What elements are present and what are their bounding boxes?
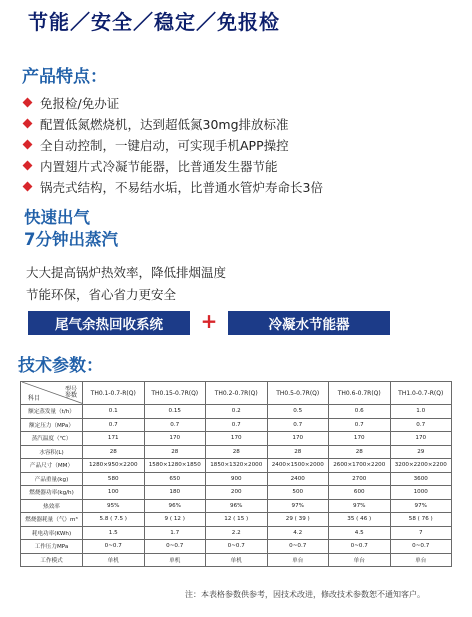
table-cell: 9 ( 12 ) [144,513,206,527]
table-cell: 0.7 [390,418,452,432]
table-row [21,486,452,500]
corner-model-label: 型号 [64,386,77,393]
table-cell: 28 [206,445,268,459]
exhaust-heat-recovery-pill: 尾气余热回收系统 [28,311,190,335]
row-label: 产品尺寸（MM） [21,459,83,473]
row-label: 额定压力（MPa） [21,418,83,432]
top-banner [0,0,472,40]
feature-text: 免报检/免办证 [40,95,120,111]
model-header: TH0.15-0.7R(Q) [144,382,206,405]
table-cell: 0~0.7 [83,540,145,554]
table-cell: 28 [144,445,206,459]
row-label: 蒸汽温度（℃） [21,432,83,446]
table-cell: 0.15 [144,405,206,419]
table-cell: 单机 [83,553,145,567]
table-cell: 900 [206,472,268,486]
table-cell: 4.5 [329,526,391,540]
table-cell: 1000 [390,486,452,500]
table-row [21,553,452,567]
table-cell: 0.1 [83,405,145,419]
table-cell: 170 [390,432,452,446]
model-header: TH0.6-0.7R(Q) [329,382,391,405]
footnote: 注：本表格参数供参考，因技术改进，修改技术参数恕不通知客户。 [185,590,425,599]
banner-title: 节能／安全／稳定／免报检 [28,9,280,34]
table-cell: 1850×1320×2000 [206,459,268,473]
table-cell: 单机 [206,553,268,567]
row-label: 燃烧器耗量（气）m³ [21,513,83,527]
table-cell: 0~0.7 [267,540,329,554]
table-cell: 0.7 [83,418,145,432]
fast-line-1: 快速出气 [24,208,90,227]
plus-sign: + [200,309,218,333]
table-cell: 600 [329,486,391,500]
table-cell: 12 ( 15 ) [206,513,268,527]
table-cell: 2400 [267,472,329,486]
table-cell: 2400×1500×2000 [267,459,329,473]
fast-line-2: 7分钟出蒸汽 [24,230,118,249]
table-cell: 0.7 [144,418,206,432]
row-label: 工作压力MPa [21,540,83,554]
table-row [21,513,452,527]
corner-param-label: 参数 [64,392,77,399]
row-label: 额定蒸发量（t/h） [21,405,83,419]
model-header: TH0.5-0.7R(Q) [267,382,329,405]
table-cell: 2600×1700×2200 [329,459,391,473]
feature-item [24,155,464,176]
feature-text: 内置翅片式冷凝节能器，比普通发生器节能 [40,158,278,174]
row-label: 工作模式 [21,553,83,567]
table-cell: 28 [329,445,391,459]
table-cell: 96% [144,499,206,513]
table-cell: 170 [206,432,268,446]
table-cell: 0.6 [329,405,391,419]
features-title: 产品特点： [22,67,107,87]
table-cell: 29 [390,445,452,459]
corner-item-label: 科目 [28,395,41,402]
table-cell: 2.2 [206,526,268,540]
spec-header-row [21,382,452,405]
table-cell: 单机 [144,553,206,567]
table-cell: 171 [83,432,145,446]
feature-item [24,134,464,155]
table-cell: 97% [329,499,391,513]
diamond-bullet-icon [23,182,33,192]
feature-text: 配置低氮燃烧机，达到超低氮30mg排放标准 [40,116,289,132]
table-cell: 7 [390,526,452,540]
table-cell: 96% [206,499,268,513]
table-cell: 0.7 [329,418,391,432]
table-cell: 200 [206,486,268,500]
table-cell: 500 [267,486,329,500]
row-label: 燃烧器功率(kg/h) [21,486,83,500]
table-cell: 2700 [329,472,391,486]
table-row [21,459,452,473]
table-cell: 5.8 ( 7.5 ) [83,513,145,527]
feature-item [24,113,464,134]
row-label: 耗电功率(KWh) [21,526,83,540]
table-cell: 0.2 [206,405,268,419]
feature-text: 全自动控制，一键启动，可实现手机APP操控 [40,137,289,153]
spec-corner-cell [21,382,83,405]
diamond-bullet-icon [23,98,33,108]
table-cell: 4.2 [267,526,329,540]
diamond-bullet-icon [23,119,33,129]
table-row [21,499,452,513]
table-cell: 3600 [390,472,452,486]
condensate-economizer-pill: 冷凝水节能器 [228,311,390,335]
table-cell: 580 [83,472,145,486]
table-cell: 0.5 [267,405,329,419]
row-label: 水容积(L) [21,445,83,459]
table-cell: 0~0.7 [144,540,206,554]
feature-list [24,92,464,197]
row-label: 热效率 [21,499,83,513]
table-cell: 97% [267,499,329,513]
table-cell: 1280×950×2200 [83,459,145,473]
table-row [21,418,452,432]
diamond-bullet-icon [23,161,33,171]
spec-body [21,405,452,567]
model-header: TH0.2-0.7R(Q) [206,382,268,405]
diamond-bullet-icon [23,140,33,150]
table-row [21,432,452,446]
feature-text: 锅壳式结构，不易结水垢，比普通水管炉寿命长3倍 [40,179,323,195]
table-row [21,540,452,554]
description [26,262,226,306]
table-cell: 100 [83,486,145,500]
desc-line-1: 大大提高锅炉热效率，降低排烟温度 [26,265,227,280]
fast-steam-heading [24,207,118,251]
table-cell: 170 [329,432,391,446]
table-row [21,472,452,486]
feature-item [24,176,464,197]
table-cell: 单台 [329,553,391,567]
table-cell: 29 ( 39 ) [267,513,329,527]
table-cell: 97% [390,499,452,513]
spec-title: 技术参数： [18,356,103,376]
desc-line-2: 节能环保，省心省力更安全 [26,287,177,302]
table-cell: 1580×1280×1850 [144,459,206,473]
table-row [21,445,452,459]
table-cell: 35 ( 46 ) [329,513,391,527]
table-cell: 0~0.7 [329,540,391,554]
table-cell: 28 [83,445,145,459]
system-pill-row [28,311,448,335]
table-cell: 0~0.7 [206,540,268,554]
table-cell: 单台 [390,553,452,567]
model-header: TH1.0-0.7-R(Q) [390,382,452,405]
table-cell: 28 [267,445,329,459]
table-cell: 180 [144,486,206,500]
table-cell: 170 [144,432,206,446]
table-cell: 0.7 [206,418,268,432]
table-cell: 58 ( 76 ) [390,513,452,527]
model-header: TH0.1-0.7-R(Q) [83,382,145,405]
table-cell: 0~0.7 [390,540,452,554]
table-row [21,405,452,419]
row-label: 产品重量(kg) [21,472,83,486]
spec-table [20,381,452,567]
table-cell: 0.7 [267,418,329,432]
table-cell: 170 [267,432,329,446]
feature-item [24,92,464,113]
table-cell: 95% [83,499,145,513]
table-cell: 1.5 [83,526,145,540]
table-row [21,526,452,540]
table-cell: 3200×2200×2200 [390,459,452,473]
table-cell: 650 [144,472,206,486]
table-cell: 1.0 [390,405,452,419]
table-cell: 1.7 [144,526,206,540]
table-cell: 单台 [267,553,329,567]
